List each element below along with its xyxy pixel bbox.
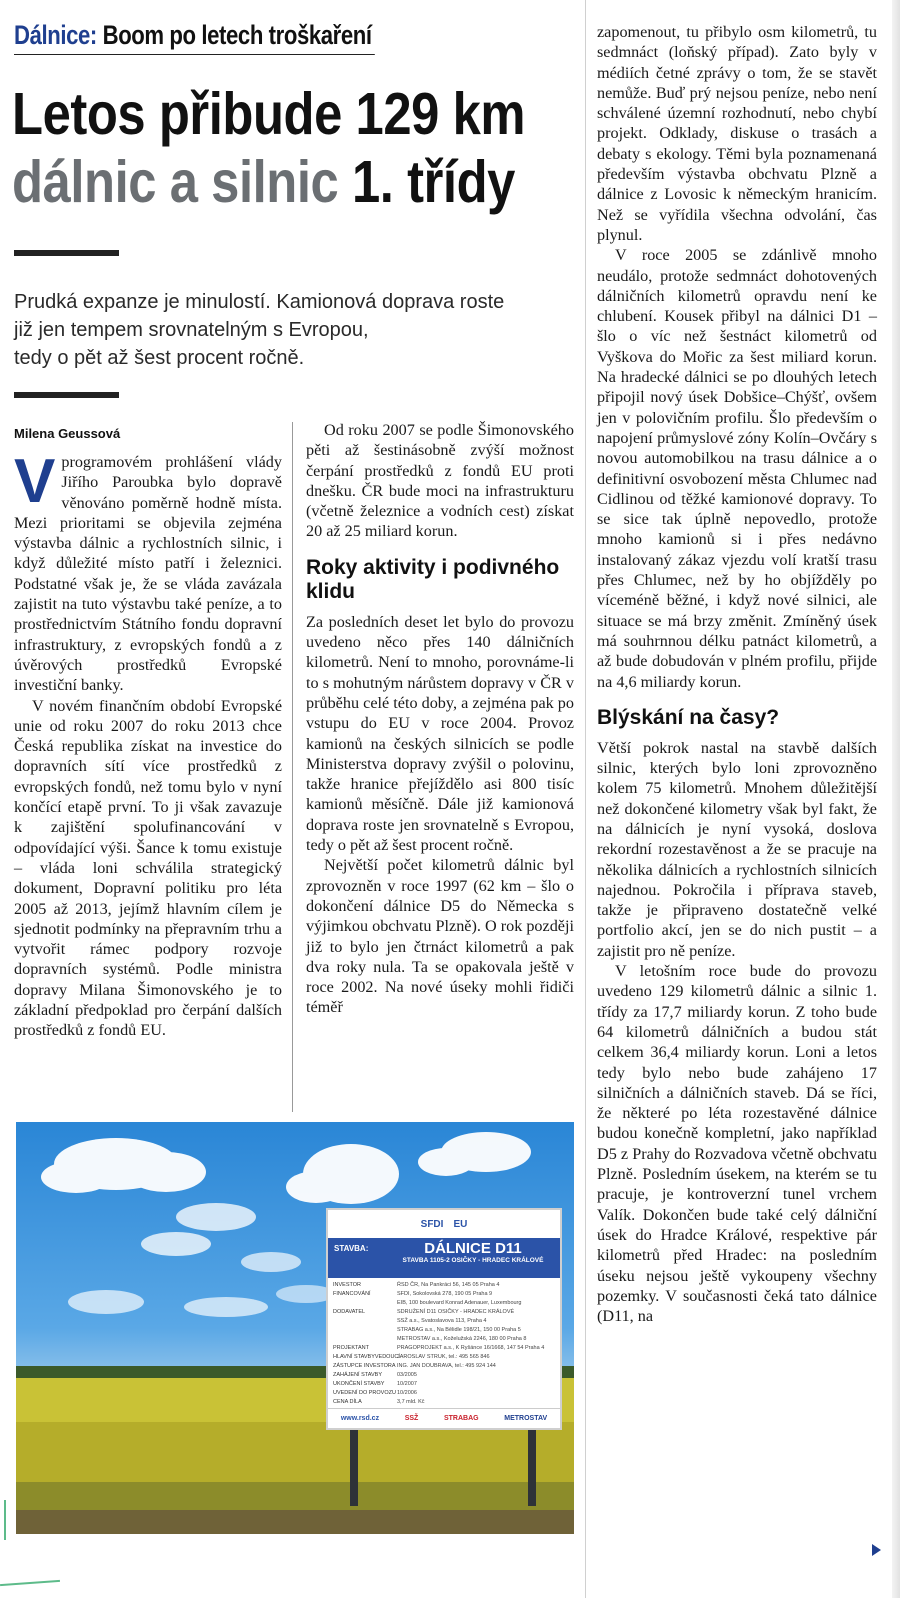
sign-rows — [328, 1278, 560, 1407]
sign-row — [333, 1308, 555, 1317]
subheading-2: Blýskání na časy? — [597, 705, 780, 729]
scan-mark-left — [4, 1500, 6, 1540]
article-column-2 — [306, 420, 574, 1018]
sign-row — [333, 1380, 555, 1389]
lead-bar-bottom — [14, 392, 119, 398]
sign-row-value: JAROSLAV STRUK, tel.: 495 565 846 — [397, 1354, 490, 1360]
kicker-text: Boom po letech troškaření — [102, 20, 372, 50]
sign-row-key: PROJEKTANT — [333, 1345, 369, 1351]
paragraph-6: zapomenout, tu přibylo osm kilometrů, tu sedmnáct (loňský případ). Zato byly v médiích četné zprávy o tom, že se stavět nemůže. Buď prý nejsou peníze, nebo není schválené územní rozhodnutí, nebo chybí projekt. Odklady, diskuse o trasách a debaty s ekology. Těmi byla poznamenaná především výstavba obchvatu Plzně a dálnice z Lovosic k německým hranicím. Než se vyřídila všechna odvolání, čas plynul. — [597, 23, 877, 244]
paragraph-7: V roce 2005 se zdánlivě mnoho neudálo, protože sedmnáct dohotovených dálničních kilometrů opravdu není ke chlubení. Kousek přibyl na dálnici D1 – šlo o víc než šestnáct kilometrů od Vyškova do Mořic za šest miliard korun. Na hradecké dálnici se po dlouhých letech připojil nový úsek Dobšice–Chýšť, ovšem jen v polovičním profilu. Šlo především o napojení průmyslové zóny Kolín–Ovčáry s novou automobilkou na trasu dálnice a o definitivní osvobození města Chlumec nad Cidlinou od těžké kamionové dopravy. To se sice tak úplně nepovedlo, protože mnoho kamionů si i přes nedávno instalovaný zákaz vjezdu volí kratší trasu přes Chlumec, než by ho objížděly po víceméně běžné, i když nové silnici, ale situace se má brzy změnit. Zmíněný úsek má souhrnnou délku patnáct kilometrů, a až bude dobudován v plném profilu, přijde na 4,6 miliardy korun. — [597, 246, 877, 691]
sign-title-block — [386, 1238, 560, 1278]
sign-row-key: UVEDENÍ DO PROVOZU — [333, 1390, 396, 1396]
subheading-1: Roky aktivity i podivného klidu — [306, 555, 560, 603]
lead-line-3: tedy o pět až šest procent ročně. — [14, 347, 305, 369]
continue-arrow-icon — [872, 1544, 881, 1556]
sign-row-value: METROSTAV a.s., Koželužská 2246, 180 00 Praha 8 — [397, 1336, 527, 1342]
article-column-3 — [597, 22, 877, 1326]
sign-row-value: STRABAG a.s., Na Bělidle 198/21, 150 00 Praha 5 — [397, 1327, 521, 1333]
sign-row-value: 3,7 mld. Kč — [397, 1399, 425, 1405]
lead-bar-top — [14, 250, 119, 256]
sign-row-key — [333, 1317, 397, 1326]
sign-row-value: SDRUŽENÍ D11 OSIČKY - HRADEC KRÁLOVÉ — [397, 1309, 515, 1315]
paragraph-1-text: programovém prohlášení vlády Jiřího Paroubka bylo dopravě věnováno poměrně hodně místa. Mezi prioritami se objevila zejména výstavba dálnic a rychlostních silnic, i když důležité místo patří i železnici. Podstatné však je, že se vláda zavázala zajistit na tuto výstavbu také peníze, a to prostřednictvím Státního fondu dopravní infrastruktury, z evropských fondů a z úvěrových prostředků Evropské investiční banky. — [14, 453, 282, 695]
scan-edge — [892, 0, 900, 1598]
sign-row-value: 10/2007 — [397, 1381, 417, 1387]
sign-logo-eu: EU — [453, 1218, 468, 1230]
column-divider — [292, 422, 293, 1112]
sign-row-value: SSŽ a.s., Svatoslavova 113, Praha 4 — [397, 1318, 487, 1324]
sign-row — [333, 1335, 555, 1344]
byline: Milena Geussová — [14, 426, 121, 441]
sign-row-key: UKONČENÍ STAVBY — [333, 1381, 385, 1387]
sign-title: DÁLNICE D11 — [424, 1240, 522, 1257]
sign-row-key: ZAHÁJENÍ STAVBY — [333, 1372, 383, 1378]
sign-row-key: ZÁSTUPCE INVESTORA — [333, 1363, 396, 1369]
headline-line-2-gray: dálnic a silnic — [12, 149, 339, 215]
paragraph-1 — [14, 447, 282, 696]
sign-footer-strabag: STRABAG — [443, 1415, 479, 1422]
headline-line-2 — [12, 148, 528, 216]
paragraph-5: Největší počet kilometrů dálnic byl zprovozněn v roce 1997 (62 km – šlo o dokončení dálnice D5 do Německa s výjimkou obchvatu Plzně). O rok později již to bylo jen čtrnáct kilometrů a pak dva roky nula. Ta se opakovala ještě v roce 2002. Na nové úseky mohli řidiči téměř — [306, 856, 574, 1017]
sign-footer — [328, 1408, 560, 1428]
kicker-topic: Dálnice: — [14, 20, 97, 50]
column-divider-right — [585, 0, 586, 1598]
sign-row-value: 10/2006 — [397, 1390, 417, 1396]
sign-row — [333, 1371, 555, 1380]
sign-row-value: SFDI, Sokolovská 278, 190 05 Praha 9 — [397, 1291, 493, 1297]
paragraph-9: V letošním roce bude do provozu uvedeno 129 kilometrů dálnic a silnic 1. třídy za 17,7 miliardy korun. Z toho bude 64 kilometrů dálničních a budou stát celkem 36,4 miliardy korun. Loni a letos tedy bylo nebo bude zahájeno 17 silničních a dálničních staveb. Dá se říci, že některé po léta rozestavěné dálnice budou konečně kompletní, jako například D5 z Prahy do Rozvadova včetně obchvatu Plzně. Posledním úsekem, na kterém se tu pracuje, je kontroverzní tunel vrchem Valík. Dokončen bude také celý dálniční úsek do Hradce Králové, respektive pár kilometrů před Hradec: na posledním úseku nejsou ještě vykoupeny všechny pozemky. V současnosti čeká tato dálnice (D11, na — [597, 962, 877, 1326]
paragraph-3: Od roku 2007 se podle Šimonovského pěti až šestinásobně zvýší možnost čerpání prostředků z fondů EU proti dnešku. ČR bude moci na infrastrukturu (včetně železnice a vodních cest) získat 20 až 25 miliard korun. — [306, 421, 574, 541]
sign-subtitle: STAVBA 1105-2 OSIČKY - HRADEC KRÁLOVÉ — [402, 1257, 544, 1264]
sign-post-right — [528, 1430, 536, 1506]
scan-mark-bottom — [0, 1580, 60, 1586]
article-column-1 — [14, 447, 282, 1041]
lead-paragraph — [14, 288, 574, 372]
sign-row — [333, 1290, 555, 1299]
sign-row-value: PRAGOPROJEKT a.s., K Ryšánce 16/1668, 147 54 Praha 4 — [397, 1345, 545, 1351]
sign-row — [333, 1353, 555, 1362]
sign-row-key: INVESTOR — [333, 1282, 362, 1288]
paragraph-4: Za posledních deset let bylo do provozu uvedeno něco přes 140 dálničních kilometrů. Není to mnoho, porovnáme-li to s mohutným nárůstem dopravy v ČR v průběhu celé této doby, a zejména pak po vstupu do EU v roce 2004. Provoz kamionů na českých silnicích se podle Ministerstva dopravy zvýšil o polovinu, takže hranice přejíždělo asi 800 tisíc kamionů měsíčně. Dále již kamionová doprava roste jen srovnatelně s Evropou, tedy o pět až šest procent ročně. — [306, 612, 574, 855]
headline-line-2-black: 1. třídy — [351, 149, 515, 215]
headline — [12, 80, 528, 216]
sign-row-key — [333, 1299, 397, 1308]
sign-row — [333, 1326, 555, 1335]
dropcap: V — [14, 447, 56, 516]
construction-sign — [326, 1208, 562, 1430]
sign-logo-sfdi: SFDI — [420, 1218, 444, 1230]
sign-row-key — [333, 1335, 397, 1344]
sign-row-key: FINANCOVÁNÍ — [333, 1291, 371, 1297]
sign-row-key: CENA DÍLA — [333, 1399, 362, 1405]
sign-post-left — [350, 1430, 358, 1506]
paragraph-8: Větší pokrok nastal na stavbě dalších silnic, kterých bylo loni zprovozněno kolem 75 kilometrů. Mnohem důležitější než dokončené kilometry však byl fakt, že na dálnicích je nyní vysoká, doslova rekordní rozestavěnost a že se pracuje na několika dálnicích a rychlostních silnicích najednou. Pokročila i příprava staveb, takže je připraveno dostatečně velké portfolio akcí, jen se do nich pustit – a zajistit pro ně peníze. — [597, 738, 877, 960]
sign-row-key — [333, 1326, 397, 1335]
sign-row — [333, 1317, 555, 1326]
sign-logos — [328, 1210, 560, 1238]
sign-footer-ssz: SSŽ — [404, 1415, 419, 1422]
lead-line-1: Prudká expanze je minulostí. Kamionová doprava roste — [14, 291, 505, 313]
sign-label: STAVBA: — [334, 1244, 369, 1253]
sign-row-value: 03/2005 — [397, 1372, 417, 1378]
sign-row — [333, 1398, 555, 1407]
paragraph-2: V novém finančním období Evropské unie od roku 2007 do roku 2013 chce Česká republika získat na investice do dopravních sítí více prostředků z evropských fondů, než tomu bylo v nyní končící etapě první. To ji však zavazuje k zajištění spolufinancování v odpovídající výši. Šance k tomu existuje – vláda loni schválila strategický dokument, Dopravní politiku pro léta 2005 až 2013, jejímž hlavním cílem je sjednotit podmínky na přepravním trhu a vytvořit rámec podpory rozvoje dopravních systémů. Podle ministra dopravy Milana Šimonovského je to základní předpoklad pro čerpání dalších prostředků z fondů EU. — [14, 696, 282, 1040]
sign-footer-metrostav: METROSTAV — [504, 1415, 548, 1422]
sign-row — [333, 1389, 555, 1398]
sign-row-key: HLAVNÍ STAVBYVEDOUCÍ — [333, 1354, 400, 1360]
sign-row — [333, 1281, 555, 1290]
sign-row — [333, 1344, 555, 1353]
headline-line-1: Letos přibude 129 km — [12, 81, 526, 147]
kicker — [14, 20, 375, 55]
sign-row-value: ŘSD ČR, Na Pankráci 56, 145 05 Praha 4 — [397, 1282, 500, 1288]
sign-row — [333, 1299, 555, 1308]
sign-row — [333, 1362, 555, 1371]
sign-footer-url: www.rsd.cz — [340, 1415, 380, 1422]
sign-row-value: ING. JAN DOUBRAVA, tel.: 495 924 144 — [397, 1363, 496, 1369]
sign-title-row — [328, 1238, 560, 1278]
sign-row-key: DODAVATEL — [333, 1309, 366, 1315]
sign-row-value: EIB, 100 boulevard Konrad Adenauer, Luxembourg — [397, 1300, 522, 1306]
lead-line-2: již jen tempem srovnatelným s Evropou, — [14, 319, 369, 341]
